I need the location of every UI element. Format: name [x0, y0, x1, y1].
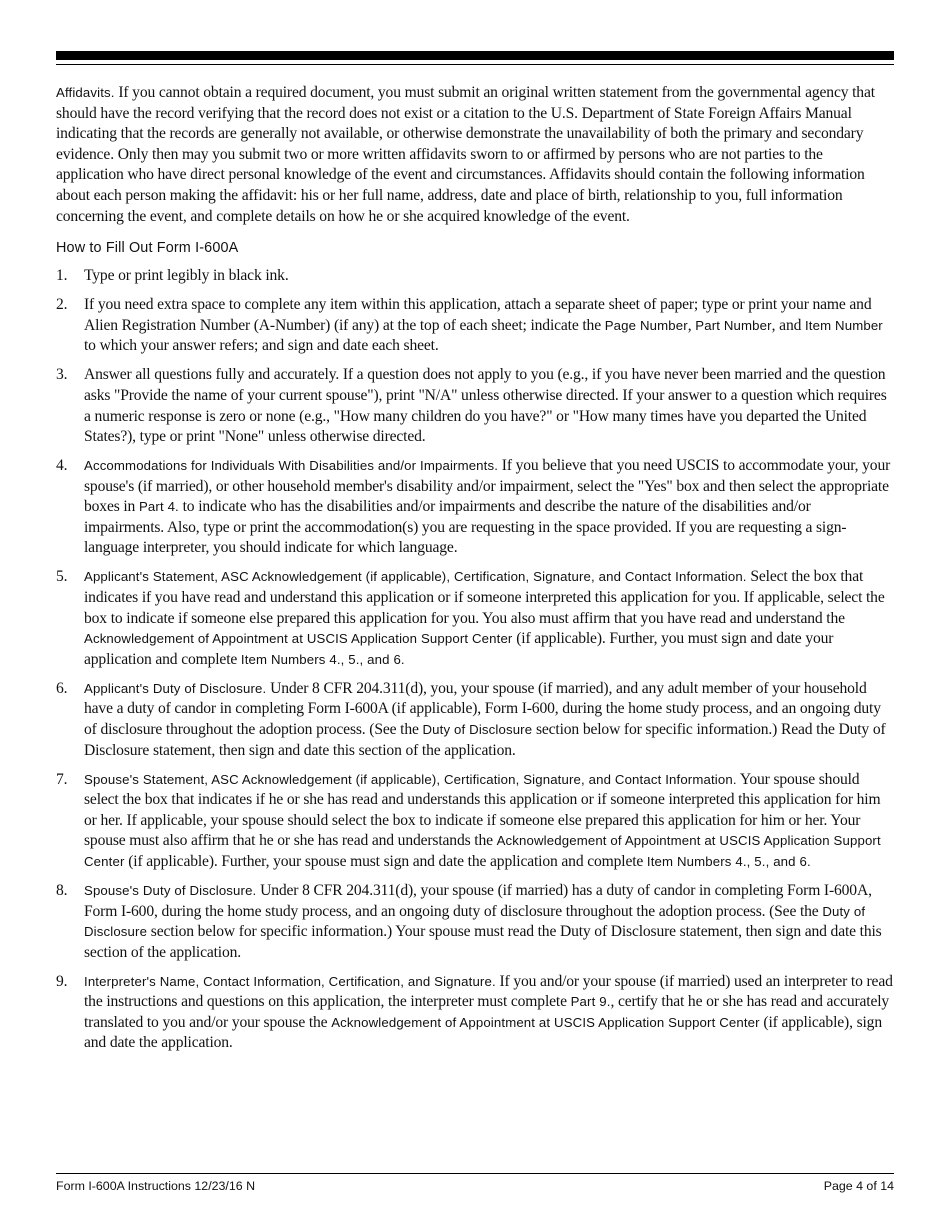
item-text: to which your answer refers; and sign and date each sheet.	[84, 337, 439, 355]
item-number: 8.	[56, 881, 68, 899]
item-label: Spouse's Statement, ASC Acknowledgement (if applicable), Certification, Signature, and Contact Information.	[84, 771, 737, 787]
instruction-item	[56, 770, 894, 873]
item-number: 3.	[56, 366, 68, 384]
item-text: Answer all questions fully and accurately. If a question does not apply to you (e.g., if you have never been married and the question asks "Provide the name of your current spouse"), print "N/A" unless otherwise directed. If your answer to a question which requires a numeric response is zero or none (e.g., "How many children do you have?" or "How many times have you departed the United States?), type or print "None" unless otherwise directed.	[84, 366, 887, 446]
item-label: Accommodations for Individuals With Disabilities and/or Impairments.	[84, 458, 499, 474]
item-label: Interpreter's Name, Contact Information, Certification, and Signature.	[84, 973, 496, 989]
item-text: Under 8 CFR 204.311(d), your spouse (if married) has a duty of candor in completing Form I-600A, Form I-600, during the home study process, and an ongoing duty of disclosure throughout the adoption process. (See the	[84, 881, 872, 920]
item-label: Part 4.	[138, 499, 179, 515]
item-text: If you need extra space to complete any item within this application, attach a separate sheet of paper; type or print your name and Alien Registration Number (A-Number) (if any) at the top of each sheet; indicate the	[84, 296, 872, 334]
item-text: , certify that he or she has read and accurately translated to you and/or your spouse the	[84, 993, 890, 1031]
item-text: Type or print legibly in black ink.	[84, 267, 289, 285]
item-number: 4.	[56, 457, 68, 475]
affidavits-text: If you cannot obtain a required document, you must submit an original written statement from the governmental agency that should have the record verifying that the record does not exist or a citation to the U.S. Department of State Foreign Affairs Manual indicating that the records are generally not available, or otherwise demonstrate the unavailability of both the primary and secondary evidence. Only then may you submit two or more written affidavits sworn to or affirmed by persons who are not parties to the application who have direct personal knowledge of the event and circumstances. Affidavits should contain the following information about each person making the affidavit: his or her full name, address, date and place of birth, relationship to you, full information concerning the event, and complete details on how he or she acquired knowledge of the event.	[56, 84, 875, 225]
instruction-item	[56, 295, 894, 357]
footer-rule	[56, 1173, 894, 1174]
instruction-item	[56, 567, 894, 670]
document-body	[56, 83, 894, 1062]
item-label: Item Numbers 4., 5., and 6.	[646, 853, 811, 869]
instruction-item	[56, 456, 894, 559]
item-text: If you believe that you need USCIS to accommodate your, your spouse's (if married), or other household member's disability and/or impairment, select the "Yes" box and then select the appropriate boxes in	[84, 457, 891, 516]
instruction-item	[56, 881, 894, 963]
affidavits-label: Affidavits.	[56, 85, 115, 100]
item-label: Duty of Disclosure	[84, 903, 866, 940]
item-label: Item Numbers 4., 5., and 6.	[240, 651, 405, 667]
instruction-list	[56, 266, 894, 1054]
item-text: If you and/or your spouse (if married) used an interpreter to read the instructions and questions on this application, the interpreter must complete	[84, 972, 893, 1011]
item-text: Under 8 CFR 204.311(d), you, your spouse (if married), and any adult member of your household have a duty of candor in completing Form I-600A (if applicable), Form I-600, during the home study process, and an ongoing duty of disclosure throughout the adoption process. (See the	[84, 679, 881, 738]
instruction-item	[56, 365, 894, 447]
item-number: 1.	[56, 267, 68, 285]
footer-page-number: Page 4 of 14	[823, 1179, 894, 1193]
item-number: 2.	[56, 296, 68, 314]
item-text: (if applicable), sign and date the application.	[84, 1013, 882, 1052]
affidavits-paragraph	[56, 83, 894, 227]
footer-form-id: Form I-600A Instructions 12/23/16 N	[56, 1179, 256, 1193]
instruction-item	[56, 679, 894, 761]
section-heading: How to Fill Out Form I-600A	[56, 240, 239, 257]
item-label: Applicant's Statement, ASC Acknowledgement (if applicable), Certification, Signature, and Contact Information.	[84, 569, 747, 585]
instruction-item	[56, 972, 894, 1054]
instruction-item	[56, 266, 894, 287]
header-rule-thick	[56, 51, 894, 60]
item-text: section below for specific information.) Your spouse must read the Duty of Disclosure statement, then sign and date this section of the application.	[84, 923, 882, 961]
item-text: section below for specific information.) Read the Duty of Disclosure statement, then sign and date this section of the application.	[84, 720, 886, 759]
item-label: Acknowledgement of Appointment at USCIS Application Support Center	[84, 833, 881, 869]
item-number: 5.	[56, 568, 68, 586]
item-text: , and	[771, 316, 805, 334]
item-text: Select the box that indicates if you have read and understand this application or if someone interpreted this application for you. If applicable, select the box to indicate if someone else prepared this application for you. You also must affirm that you have read and understand the	[84, 568, 885, 627]
item-label: Part 9.	[570, 994, 611, 1010]
item-text: Your spouse should select the box that indicates if he or she has read and understands this application or if someone interpreted this application for him or her. If applicable, your spouse should select the box to indicate if someone else prepared this application for him or her. Your spouse must also affirm that he or she has read and understands the	[84, 770, 881, 850]
item-label: Duty of Disclosure	[422, 721, 533, 737]
item-text: (if applicable). Further, your spouse must sign and date the application and complete	[124, 852, 647, 870]
item-label: Item Number	[804, 317, 883, 333]
item-label: Page Number	[604, 317, 688, 333]
item-label: Applicant's Duty of Disclosure.	[84, 680, 267, 696]
item-label: Acknowledgement of Appointment at USCIS Application Support Center	[84, 631, 513, 647]
item-text: ,	[687, 316, 696, 334]
item-text: to indicate who has the disabilities and/or impairments and describe the nature of the disabilities and/or impairments. Also, type or print the accommodation(s) you are requesting in the space provided. If you are requesting a sign-language interpreter, you should indicate for which language.	[84, 498, 847, 557]
item-text: (if applicable). Further, you must sign and date your application and complete	[84, 630, 834, 668]
item-number: 7.	[56, 770, 68, 788]
header-rule-thin	[56, 64, 894, 65]
item-label: Part Number	[695, 317, 772, 333]
item-number: 9.	[56, 972, 68, 990]
item-number: 6.	[56, 679, 68, 697]
item-label: Spouse's Duty of Disclosure.	[84, 882, 257, 898]
item-label: Acknowledgement of Appointment at USCIS Application Support Center	[331, 1014, 760, 1030]
